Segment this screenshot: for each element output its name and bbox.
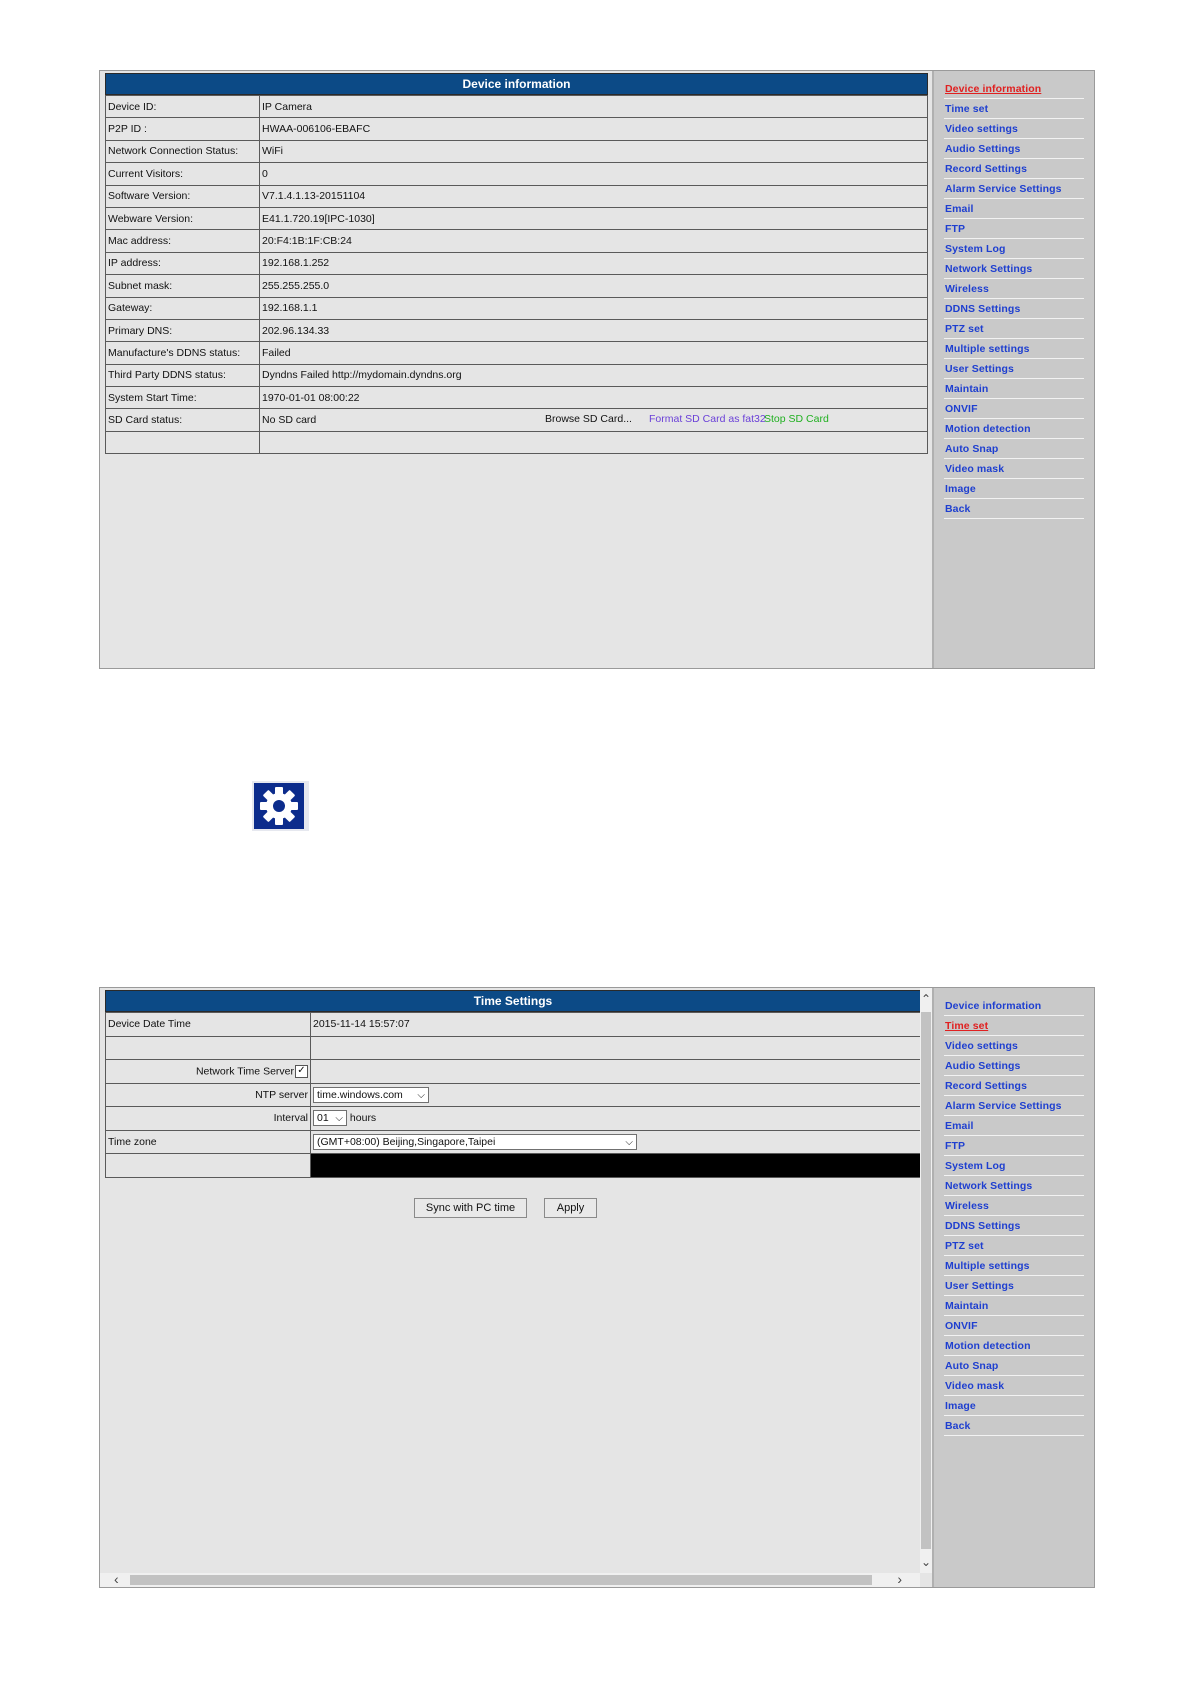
chevron-down-icon: ⌵ — [417, 1089, 425, 1101]
info-label: Network Connection Status: — [106, 140, 260, 162]
empty-cell — [106, 431, 260, 453]
interval-unit: hours — [349, 1112, 377, 1125]
info-label: Primary DNS: — [106, 319, 260, 341]
stop-sd-card-link[interactable]: Stop SD Card — [764, 413, 829, 426]
sidebar-item-email[interactable]: Email — [944, 199, 1084, 219]
sidebar-item-auto-snap[interactable]: Auto Snap — [944, 439, 1084, 459]
time-zone-cell — [311, 1130, 921, 1154]
info-label: System Start Time: — [106, 387, 260, 409]
info-label: IP address: — [106, 252, 260, 274]
table-row — [106, 230, 928, 252]
sync-with-pc-time-button[interactable]: Sync with PC time — [414, 1198, 527, 1218]
sidebar-item-system-log[interactable]: System Log — [944, 1156, 1084, 1176]
sidebar-item-ftp[interactable]: FTP — [944, 219, 1084, 239]
info-value: Dyndns Failed http://mydomain.dyndns.org — [260, 364, 928, 386]
ntp-server-value: time.windows.com — [317, 1088, 403, 1101]
vertical-scroll-thumb[interactable] — [921, 1012, 931, 1549]
sidebar-item-record-settings[interactable]: Record Settings — [944, 159, 1084, 179]
sidebar-item-video-mask[interactable]: Video mask — [944, 1376, 1084, 1396]
sidebar-item-alarm-service-settings[interactable]: Alarm Service Settings — [944, 1096, 1084, 1116]
sidebar-item-motion-detection[interactable]: Motion detection — [944, 1336, 1084, 1356]
sidebar-item-wireless[interactable]: Wireless — [944, 1196, 1084, 1216]
gear-icon-background — [254, 783, 304, 829]
sd-card-value-cell — [260, 409, 928, 431]
info-value: IP Camera — [260, 96, 928, 118]
sidebar-item-device-information[interactable]: Device information — [944, 79, 1084, 99]
sidebar — [932, 71, 1094, 668]
table-row — [106, 297, 928, 319]
time-settings-window — [99, 987, 1095, 1588]
scroll-down-icon[interactable]: ⌄ — [920, 1555, 932, 1569]
sidebar-item-user-settings[interactable]: User Settings — [944, 1276, 1084, 1296]
sidebar-item-ddns-settings[interactable]: DDNS Settings — [944, 1216, 1084, 1236]
scroll-left-icon[interactable]: ‹ — [114, 1571, 119, 1587]
sidebar-item-ptz-set[interactable]: PTZ set — [944, 1236, 1084, 1256]
info-label: Webware Version: — [106, 207, 260, 229]
sidebar-item-video-settings[interactable]: Video settings — [944, 1036, 1084, 1056]
info-label: Software Version: — [106, 185, 260, 207]
sidebar-item-multiple-settings[interactable]: Multiple settings — [944, 339, 1084, 359]
table-row — [106, 1060, 921, 1084]
device-info-window — [99, 70, 1095, 669]
scroll-up-icon[interactable]: ⌃ — [920, 992, 932, 1006]
sidebar — [932, 988, 1094, 1587]
ntp-server-select[interactable] — [313, 1087, 429, 1103]
ntp-server-cell — [311, 1083, 921, 1107]
format-sd-card-link[interactable]: Format SD Card as fat32 — [649, 413, 766, 426]
empty-cell — [106, 1154, 311, 1178]
table-row — [106, 431, 928, 453]
info-value: V7.1.4.1.13-20151104 — [260, 185, 928, 207]
black-cell — [311, 1154, 921, 1178]
table-row — [106, 1154, 921, 1178]
info-label: Current Visitors: — [106, 163, 260, 185]
time-zone-select[interactable] — [313, 1134, 637, 1150]
horizontal-scrollbar[interactable] — [100, 1573, 920, 1587]
info-value: HWAA-006106-EBAFC — [260, 118, 928, 140]
table-row — [106, 1036, 921, 1060]
sidebar-item-multiple-settings[interactable]: Multiple settings — [944, 1256, 1084, 1276]
table-row — [106, 118, 928, 140]
sidebar-item-wireless[interactable]: Wireless — [944, 279, 1084, 299]
info-value: 255.255.255.0 — [260, 275, 928, 297]
info-value: Failed — [260, 342, 928, 364]
sidebar-item-video-settings[interactable]: Video settings — [944, 119, 1084, 139]
info-label: Third Party DDNS status: — [106, 364, 260, 386]
sidebar-item-record-settings[interactable]: Record Settings — [944, 1076, 1084, 1096]
table-row — [106, 1013, 921, 1037]
table-row — [106, 275, 928, 297]
ntp-server-label: NTP server — [106, 1083, 311, 1107]
sidebar-item-system-log[interactable]: System Log — [944, 239, 1084, 259]
sidebar-item-image[interactable]: Image — [944, 1396, 1084, 1416]
sd-card-value: No SD card — [262, 414, 317, 427]
table-row — [106, 163, 928, 185]
page-title: Device information — [105, 73, 928, 95]
empty-cell — [106, 1036, 311, 1060]
info-value: 20:F4:1B:1F:CB:24 — [260, 230, 928, 252]
interval-select[interactable] — [313, 1110, 347, 1126]
device-info-main — [100, 71, 932, 668]
info-value: 0 — [260, 163, 928, 185]
info-label: Manufacture's DDNS status: — [106, 342, 260, 364]
sidebar-item-device-information[interactable]: Device information — [944, 996, 1084, 1016]
network-time-server-checkbox[interactable]: ✓ — [295, 1065, 308, 1078]
sidebar-item-motion-detection[interactable]: Motion detection — [944, 419, 1084, 439]
table-row — [106, 96, 928, 118]
time-settings-main — [100, 988, 932, 1587]
info-label: Gateway: — [106, 297, 260, 319]
network-time-server-label: Network Time Server — [195, 1065, 294, 1078]
sidebar-item-auto-snap[interactable]: Auto Snap — [944, 1356, 1084, 1376]
vertical-scrollbar[interactable] — [920, 988, 932, 1573]
interval-label: Interval — [106, 1107, 311, 1131]
sidebar-nav — [934, 71, 1094, 519]
sidebar-item-email[interactable]: Email — [944, 1116, 1084, 1136]
sidebar-nav — [934, 988, 1094, 1436]
time-zone-value: (GMT+08:00) Beijing,Singapore,Taipei — [317, 1135, 496, 1148]
scroll-right-icon[interactable]: › — [897, 1571, 902, 1587]
page-title: Time Settings — [105, 990, 921, 1012]
info-value: 1970-01-01 08:00:22 — [260, 387, 928, 409]
sidebar-item-image[interactable]: Image — [944, 479, 1084, 499]
sidebar-item-back[interactable]: Back — [944, 1416, 1084, 1436]
sidebar-item-alarm-service-settings[interactable]: Alarm Service Settings — [944, 179, 1084, 199]
sidebar-item-video-mask[interactable]: Video mask — [944, 459, 1084, 479]
sidebar-item-back[interactable]: Back — [944, 499, 1084, 519]
sidebar-item-onvif[interactable]: ONVIF — [944, 1316, 1084, 1336]
sidebar-item-time-set[interactable]: Time set — [944, 1016, 1084, 1036]
table-row — [106, 342, 928, 364]
table-row — [106, 140, 928, 162]
time-settings-table — [105, 1012, 921, 1178]
table-row — [106, 207, 928, 229]
table-row — [106, 185, 928, 207]
info-value: 192.168.1.252 — [260, 252, 928, 274]
info-label: Device ID: — [106, 96, 260, 118]
info-label: Subnet mask: — [106, 275, 260, 297]
chevron-down-icon: ⌵ — [625, 1136, 633, 1148]
browse-sd-card-link[interactable]: Browse SD Card... — [545, 413, 632, 426]
device-info-table — [105, 95, 928, 454]
sidebar-item-audio-settings[interactable]: Audio Settings — [944, 139, 1084, 159]
sidebar-item-ddns-settings[interactable]: DDNS Settings — [944, 299, 1084, 319]
network-time-server-cell — [106, 1060, 311, 1084]
table-row — [106, 387, 928, 409]
horizontal-scroll-thumb[interactable] — [130, 1575, 872, 1585]
sidebar-item-onvif[interactable]: ONVIF — [944, 399, 1084, 419]
device-date-time-label: Device Date Time — [106, 1013, 311, 1037]
device-date-time-value: 2015-11-14 15:57:07 — [311, 1013, 921, 1037]
sidebar-item-time-set[interactable]: Time set — [944, 99, 1084, 119]
table-row — [106, 409, 928, 431]
empty-cell — [311, 1036, 921, 1060]
info-value: E41.1.720.19[IPC-1030] — [260, 207, 928, 229]
info-value: 192.168.1.1 — [260, 297, 928, 319]
gear-icon-glyph — [254, 783, 304, 829]
info-value: WiFi — [260, 140, 928, 162]
table-row — [106, 1130, 921, 1154]
table-row — [106, 252, 928, 274]
table-row — [106, 364, 928, 386]
sidebar-item-user-settings[interactable]: User Settings — [944, 359, 1084, 379]
info-label: Mac address: — [106, 230, 260, 252]
sidebar-item-maintain[interactable]: Maintain — [944, 1296, 1084, 1316]
empty-cell — [311, 1060, 921, 1084]
sd-card-label: SD Card status: — [106, 409, 260, 431]
sidebar-item-ftp[interactable]: FTP — [944, 1136, 1084, 1156]
apply-button[interactable]: Apply — [544, 1198, 597, 1218]
info-value: 202.96.134.33 — [260, 319, 928, 341]
empty-cell — [260, 431, 928, 453]
chevron-down-icon: ⌵ — [335, 1113, 343, 1125]
gear-icon[interactable] — [252, 781, 309, 831]
table-row — [106, 319, 928, 341]
time-zone-label: Time zone — [106, 1130, 311, 1154]
table-row — [106, 1107, 921, 1131]
sidebar-item-audio-settings[interactable]: Audio Settings — [944, 1056, 1084, 1076]
sidebar-item-network-settings[interactable]: Network Settings — [944, 1176, 1084, 1196]
info-label: P2P ID : — [106, 118, 260, 140]
interval-cell — [311, 1107, 921, 1131]
sidebar-item-network-settings[interactable]: Network Settings — [944, 259, 1084, 279]
interval-value: 01 — [317, 1112, 329, 1125]
sidebar-item-ptz-set[interactable]: PTZ set — [944, 319, 1084, 339]
table-row — [106, 1083, 921, 1107]
sidebar-item-maintain[interactable]: Maintain — [944, 379, 1084, 399]
